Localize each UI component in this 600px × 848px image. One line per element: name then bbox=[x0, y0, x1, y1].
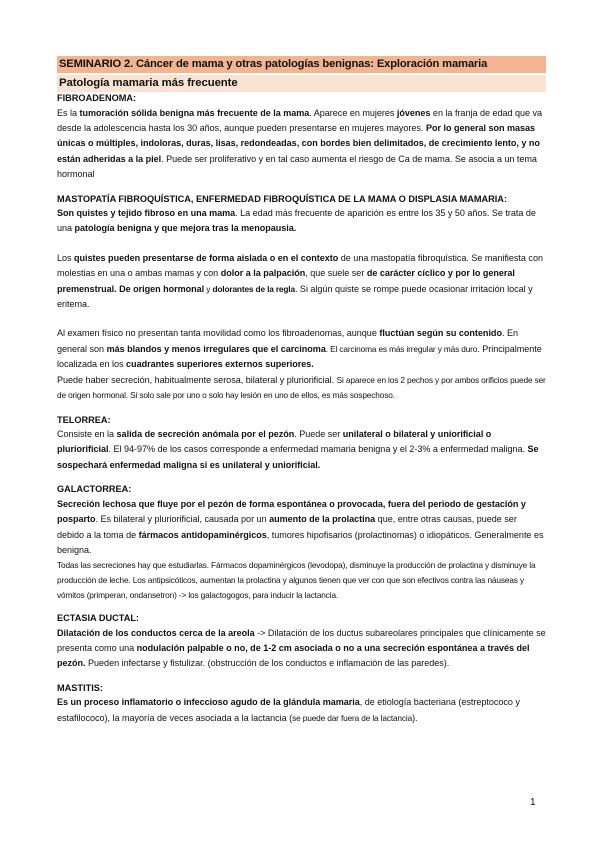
section-mastopatia bbox=[57, 193, 546, 404]
section-heading: MASTITIS: bbox=[57, 682, 103, 693]
paragraph: Al examen físico no presentan tanta movilidad como los fibroadenomas, aunque fluctúan según su contenido. En general son más blandos y menos irregulares que el carcinoma. El carcinoma es más irregular y más duro. Principalmente localizada en los cuadrantes superiores externos superiores. Puede haber secreción, habitualmente serosa, bilateral y pluriorificial. Si aparece en los 2 pechos y por ambos orificios puede ser de origen hormonal. Si solo sale por uno o solo hay lesión en uno de ellos, es más sospechoso. bbox=[57, 328, 546, 401]
section-heading: GALACTORREA: bbox=[57, 484, 132, 495]
section-mastitis bbox=[57, 682, 546, 726]
document-title: SEMINARIO 2. Cáncer de mama y otras patologías benignas: Exploración mamaria bbox=[57, 56, 546, 73]
section-fibroadenoma bbox=[57, 92, 546, 183]
document-page bbox=[57, 56, 546, 726]
section-ectasia-ductal bbox=[57, 612, 546, 672]
section-heading: TELORREA: bbox=[57, 414, 111, 425]
section-telorrea bbox=[57, 414, 546, 474]
paragraph: Secreción lechosa que fluye por el pezón de forma espontánea o provocada, fuera del periodo de gestación y posparto. Es bilateral y pluriorificial, causada por un aumento de la prolactina que, entre otras causas, puede ser debido a la toma de fármacos antidopaminérgicos, tumores hipofisarios (prolactinomas) o idiopáticos. Generalmente es benigna. bbox=[57, 498, 544, 555]
section-heading: MASTOPATÍA FIBROQUÍSTICA, ENFERMEDAD FIBROQUÍSTICA DE LA MAMA O DISPLASIA MAMARIA: bbox=[57, 193, 507, 204]
section-galactorrea bbox=[57, 483, 546, 602]
paragraph: Los quistes pueden presentarse de forma aislada o en el contexto de una mastopatía fibroquística. Se manifiesta con molestias en una o ambas mamas y con dolor a la palpación, que suele ser de carácter cíclico y por lo general premenstrual. De origen hormonal y dolorantes de la regla. Si algún quiste se rompe puede ocasionar irritación local y eritema. bbox=[57, 252, 543, 310]
paragraph: Es un proceso inflamatorio o infeccioso agudo de la glándula mamaria, de etiología bacteriana (estreptococo y estafilococo), la mayoría de veces asociada a la lactancia (se puede dar fuera de la lactancia). bbox=[57, 697, 520, 723]
paragraph: Es la tumoración sólida benigna más frecuente de la mama. Aparece en mujeres jóvenes en la franja de edad que va desde la adolescencia hasta los 30 años, aunque pueden presentarse en mujeres mayores. Por lo general son masas únicas o múltiples, indoloras, duras, lisas, redondeadas, con bordes bien delimitados, de crecimiento lento, y no están adheridas a la piel. Puede ser proliferativo y en tal caso aumenta el riesgo de Ca de mama. Se asocia a un tema hormonal bbox=[57, 107, 543, 180]
page-number: 1 bbox=[530, 797, 536, 808]
section-heading: ECTASIA DUCTAL: bbox=[57, 613, 139, 624]
paragraph-note: Todas las secreciones hay que estudiarlas. Fármacos dopaminérgicos (levodopa), disminuye la producción de prolactina y disminuye la producción de leche. Los antipsicóticos, aumentan la prolactina y algunos tienen que ver con que son efectivos contra las náuseas y vómitos (primperan, ondansetron) -> los galactogogos, para inducir la lactancia. bbox=[57, 560, 536, 600]
paragraph: Son quistes y tejido fibroso en una mama. La edad más frecuente de aparición es entre los 35 y 50 años. Se trata de una patología benigna y que mejora tras la menopausia. bbox=[57, 208, 536, 234]
section-heading: FIBROADENOMA: bbox=[57, 93, 137, 103]
paragraph: Consiste en la salida de secreción anómala por el pezón. Puede ser unilateral o bilateral y uniorificial o pluriorificial. El 94-97% de los casos corresponde a enfermedad mamaria benigna y el 2-3% a enfermedad maligna. Se sospechará enfermedad maligna si es unilateral y uniorificial. bbox=[57, 429, 539, 470]
paragraph: Dilatación de los conductos cerca de la areola -> Dilatación de los ductus subareolares principales que clínicamente se presenta como una nodulación palpable o no, de 1-2 cm asociada o no a una secreción espontánea a través del pezón. Pueden infectarse y fistulizar. (obstrucción de los conductos e inflamación de las paredes). bbox=[57, 627, 546, 669]
document-subtitle: Patología mamaria más frecuente bbox=[57, 75, 546, 92]
